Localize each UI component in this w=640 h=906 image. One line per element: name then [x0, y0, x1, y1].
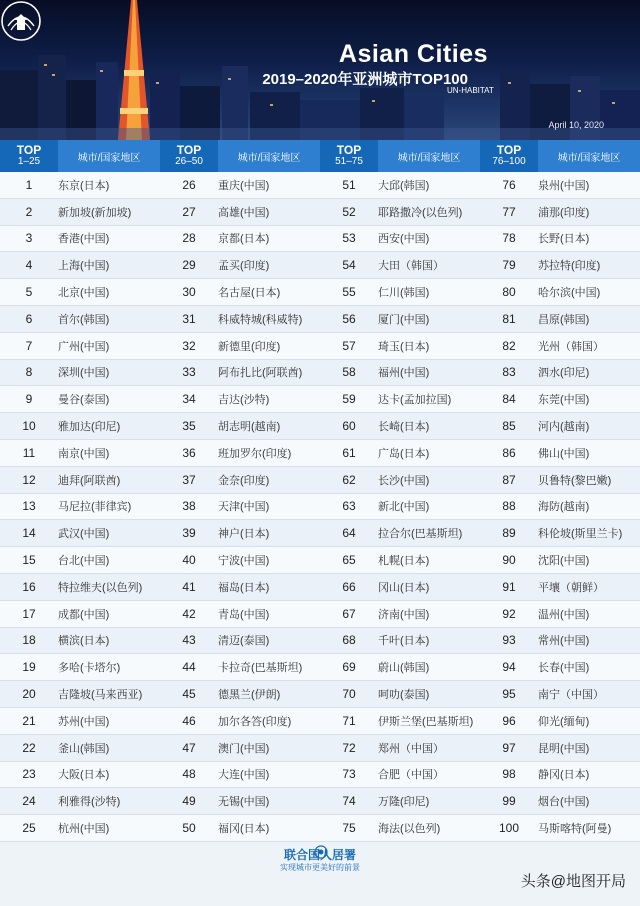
city-cell: 琦玉(日本)	[378, 340, 430, 353]
watermark: 头条@地图开局	[520, 873, 626, 890]
city-cell: 台北(中国)	[58, 555, 110, 568]
rank-cell: 47	[182, 740, 196, 755]
rank-cell: 1	[25, 177, 33, 192]
city-cell: 千叶(日本)	[378, 635, 430, 648]
rank-cell: 70	[342, 687, 356, 702]
table-row	[0, 252, 640, 279]
rank-cell: 42	[182, 606, 196, 621]
rank-cell: 58	[342, 365, 356, 380]
rank-cell: 48	[182, 767, 196, 782]
city-cell: 阿布扎比(阿联酋)	[218, 367, 303, 380]
rank-cell: 8	[25, 365, 33, 380]
rank-cell: 73	[342, 767, 356, 782]
city-cell: 仰光(缅甸)	[538, 715, 590, 728]
rank-cell: 85	[502, 419, 516, 434]
un-habitat-logo-icon	[0, 0, 42, 42]
city-cell: 哈尔滨(中国)	[538, 287, 601, 300]
city-cell: 郑州（中国）	[378, 742, 444, 755]
city-cell: 东莞(中国)	[538, 394, 590, 407]
rank-cell: 96	[502, 713, 516, 728]
rank-cell: 54	[342, 258, 356, 273]
rank-cell: 97	[502, 740, 516, 755]
rank-header-2	[160, 140, 218, 172]
city-cell: 曼谷(泰国)	[58, 394, 110, 407]
city-cell: 迪拜(阿联酋)	[58, 474, 121, 487]
publication-date: April 10, 2020	[548, 120, 604, 130]
city-cell: 长沙(中国)	[378, 474, 430, 487]
rank-cell: 11	[22, 445, 36, 460]
city-cell: 香港(中国)	[58, 233, 110, 246]
city-cell: 胡志明(越南)	[218, 421, 281, 434]
rank-cell: 19	[22, 660, 36, 675]
table-row	[0, 788, 640, 815]
rank-cell: 20	[22, 687, 36, 702]
rank-cell: 98	[502, 767, 516, 782]
city-cell: 广岛(日本)	[378, 447, 430, 460]
city-cell: 北京(中国)	[58, 287, 110, 300]
city-cell: 清迈(泰国)	[218, 635, 270, 648]
rank-header-range: 51–75	[335, 156, 363, 167]
rank-cell: 95	[502, 687, 516, 702]
city-cell: 静冈(日本)	[538, 769, 590, 782]
city-cell: 南京(中国)	[58, 447, 110, 460]
city-cell: 佛山(中国)	[538, 447, 590, 460]
rank-cell: 27	[182, 204, 196, 219]
city-cell: 烟台(中国)	[538, 796, 590, 809]
city-cell: 大连(中国)	[218, 769, 270, 782]
table-row	[0, 199, 640, 226]
table-row	[0, 815, 640, 842]
city-cell: 苏拉特(印度)	[538, 260, 601, 273]
rank-header-range: 76–100	[492, 156, 526, 167]
city-cell: 武汉(中国)	[58, 528, 110, 541]
rank-cell: 31	[182, 311, 196, 326]
city-cell: 冈山(日本)	[378, 581, 430, 594]
city-cell: 伊斯兰堡(巴基斯坦)	[378, 715, 474, 728]
city-cell: 新德里(印度)	[218, 340, 281, 353]
city-cell: 孟买(印度)	[218, 260, 270, 273]
footer-slogan: 实现城市更美好的前景	[280, 863, 360, 872]
rank-cell: 45	[182, 687, 196, 702]
table-row	[0, 762, 640, 789]
rank-cell: 72	[342, 740, 356, 755]
city-cell: 金奈(印度)	[218, 474, 270, 487]
rank-cell: 82	[502, 338, 516, 353]
city-cell: 马尼拉(菲律宾)	[58, 501, 132, 514]
rank-cell: 39	[182, 526, 196, 541]
city-cell: 加尔各答(印度)	[218, 715, 292, 728]
city-cell: 新加坡(新加坡)	[58, 206, 132, 219]
rank-cell: 25	[22, 821, 36, 836]
table-row	[0, 306, 640, 333]
city-header-3: 城市/国家地区	[378, 140, 480, 172]
city-cell: 常州(中国)	[538, 635, 590, 648]
city-cell: 海法(以色列)	[378, 823, 441, 836]
rank-cell: 79	[502, 258, 516, 273]
table-header	[0, 140, 640, 172]
rank-cell: 75	[342, 821, 356, 836]
city-cell: 拉合尔(巴基斯坦)	[378, 528, 463, 541]
city-cell: 昌原(韩国)	[538, 313, 590, 326]
table-row	[0, 628, 640, 655]
rank-cell: 43	[182, 633, 196, 648]
rank-cell: 50	[182, 821, 196, 836]
city-cell: 上海(中国)	[58, 260, 110, 273]
table-row	[0, 172, 640, 199]
city-cell: 合肥（中国）	[378, 769, 444, 782]
city-cell: 温州(中国)	[538, 608, 590, 621]
table-row	[0, 226, 640, 253]
city-cell: 特拉维夫(以色列)	[58, 581, 143, 594]
city-cell: 科威特城(科威特)	[218, 313, 303, 326]
table-row	[0, 386, 640, 413]
rank-cell: 7	[25, 338, 33, 353]
rank-cell: 65	[342, 553, 356, 568]
header-banner	[0, 0, 640, 140]
city-cell: 宁波(中国)	[218, 555, 270, 568]
rank-cell: 76	[502, 177, 516, 192]
rank-cell: 36	[182, 445, 196, 460]
table-row	[0, 494, 640, 521]
city-cell: 首尔(韩国)	[58, 313, 110, 326]
rank-cell: 37	[182, 472, 196, 487]
rank-cell: 64	[342, 526, 356, 541]
city-cell: 名古屋(日本)	[218, 287, 281, 300]
table-row	[0, 654, 640, 681]
rank-header-range: 26–50	[175, 156, 203, 167]
rank-cell: 16	[22, 579, 36, 594]
city-cell: 西安(中国)	[378, 233, 430, 246]
rank-cell: 89	[502, 526, 516, 541]
city-cell: 澳门(中国)	[218, 742, 270, 755]
rank-cell: 53	[342, 231, 356, 246]
city-cell: 广州(中国)	[58, 340, 110, 353]
table-row	[0, 360, 640, 387]
rank-cell: 22	[22, 740, 36, 755]
rank-cell: 34	[182, 392, 196, 407]
city-cell: 长崎(日本)	[378, 421, 430, 434]
city-cell: 札幌(日本)	[378, 555, 430, 568]
rank-cell: 33	[182, 365, 196, 380]
footer-org-name: 联合国人居署	[283, 848, 356, 862]
rank-cell: 6	[25, 311, 33, 326]
rank-cell: 49	[182, 794, 196, 809]
city-cell: 天津(中国)	[218, 501, 270, 514]
city-cell: 长野(日本)	[538, 233, 590, 246]
rank-header-label: TOP	[16, 143, 42, 157]
rank-cell: 29	[182, 258, 196, 273]
rank-cell: 44	[182, 660, 196, 675]
rank-cell: 26	[182, 177, 196, 192]
rank-cell: 24	[22, 794, 36, 809]
table-row	[0, 440, 640, 467]
rank-cell: 69	[342, 660, 356, 675]
city-cell: 贝鲁特(黎巴嫩)	[538, 474, 612, 487]
city-cell: 科伦坡(斯里兰卡)	[538, 528, 623, 541]
rank-cell: 10	[22, 419, 36, 434]
rank-cell: 100	[498, 821, 520, 836]
city-cell: 厦门(中国)	[378, 313, 430, 326]
city-cell: 河内(越南)	[538, 421, 590, 434]
city-cell: 福冈(日本)	[218, 823, 270, 836]
table-row	[0, 708, 640, 735]
rank-cell: 86	[502, 445, 516, 460]
table-row	[0, 333, 640, 360]
rank-header-range: 1–25	[17, 156, 41, 167]
city-cell: 德黑兰(伊朗)	[218, 689, 281, 702]
logo-text: UN-HABITAT	[447, 86, 494, 95]
city-cell: 呵叻(泰国)	[378, 689, 430, 702]
rank-cell: 57	[342, 338, 356, 353]
city-cell: 成都(中国)	[58, 608, 110, 621]
table-row	[0, 547, 640, 574]
city-cell: 高雄(中国)	[218, 206, 270, 219]
city-cell: 东京(日本)	[58, 179, 110, 192]
city-header-2: 城市/国家地区	[218, 140, 320, 172]
rank-cell: 46	[182, 713, 196, 728]
table-row	[0, 413, 640, 440]
city-cell: 釜山(韩国)	[58, 742, 110, 755]
table-row	[0, 601, 640, 628]
rank-cell: 63	[342, 499, 356, 514]
rank-cell: 77	[502, 204, 516, 219]
rank-header-4	[480, 140, 538, 172]
city-cell: 京都(日本)	[218, 233, 270, 246]
city-cell: 青岛(中国)	[218, 608, 270, 621]
city-cell: 仁川(韩国)	[378, 287, 430, 300]
rank-header-label: TOP	[336, 143, 362, 157]
rank-cell: 17	[22, 606, 36, 621]
city-cell: 海防(越南)	[538, 501, 590, 514]
rank-cell: 84	[502, 392, 516, 407]
rank-cell: 83	[502, 365, 516, 380]
city-cell: 蔚山(韩国)	[378, 662, 430, 675]
rank-cell: 74	[342, 794, 356, 809]
city-cell: 万隆(印尼)	[378, 796, 430, 809]
rank-cell: 91	[502, 579, 516, 594]
table-body	[0, 172, 640, 842]
city-cell: 长春(中国)	[538, 662, 590, 675]
city-cell: 马斯喀特(阿曼)	[538, 823, 612, 836]
city-cell: 南宁（中国）	[538, 689, 604, 702]
rank-cell: 60	[342, 419, 356, 434]
rank-cell: 35	[182, 419, 196, 434]
rank-cell: 66	[342, 579, 356, 594]
rank-cell: 32	[182, 338, 196, 353]
city-cell: 大阪(日本)	[58, 769, 110, 782]
city-cell: 大田（韩国）	[378, 260, 444, 273]
city-cell: 光州（韩国）	[538, 340, 604, 353]
rank-cell: 78	[502, 231, 516, 246]
city-cell: 多哈(卡塔尔)	[58, 662, 121, 675]
rank-cell: 5	[25, 285, 33, 300]
city-cell: 福岛(日本)	[218, 581, 270, 594]
city-cell: 耶路撒冷(以色列)	[378, 206, 463, 219]
rank-cell: 38	[182, 499, 196, 514]
city-cell: 利雅得(沙特)	[58, 796, 121, 809]
city-cell: 福州(中国)	[378, 367, 430, 380]
rank-cell: 93	[502, 633, 516, 648]
city-cell: 深圳(中国)	[58, 367, 110, 380]
rank-cell: 56	[342, 311, 356, 326]
city-cell: 吉达(沙特)	[218, 394, 270, 407]
rank-cell: 15	[22, 553, 36, 568]
rank-cell: 94	[502, 660, 516, 675]
rank-cell: 68	[342, 633, 356, 648]
city-cell: 苏州(中国)	[58, 715, 110, 728]
city-cell: 班加罗尔(印度)	[218, 447, 292, 460]
rank-cell: 87	[502, 472, 516, 487]
city-cell: 泗水(印尼)	[538, 367, 590, 380]
rank-cell: 88	[502, 499, 516, 514]
rank-cell: 13	[22, 499, 36, 514]
rank-cell: 92	[502, 606, 516, 621]
table-row	[0, 735, 640, 762]
city-cell: 雅加达(印尼)	[58, 421, 121, 434]
rank-cell: 67	[342, 606, 356, 621]
rank-cell: 51	[342, 177, 356, 192]
rank-cell: 81	[502, 311, 516, 326]
rank-cell: 12	[22, 472, 36, 487]
table-row	[0, 467, 640, 494]
rank-cell: 14	[22, 526, 36, 541]
rank-cell: 99	[502, 794, 516, 809]
rank-cell: 9	[25, 392, 33, 407]
rank-cell: 41	[182, 579, 196, 594]
table-row	[0, 681, 640, 708]
rank-header-1	[0, 140, 58, 172]
rank-cell: 23	[22, 767, 36, 782]
rank-cell: 55	[342, 285, 356, 300]
rank-cell: 59	[342, 392, 356, 407]
rank-cell: 3	[25, 231, 33, 246]
rank-cell: 71	[342, 713, 356, 728]
city-cell: 无锡(中国)	[218, 796, 270, 809]
city-cell: 浦那(印度)	[538, 206, 590, 219]
city-cell: 卡拉奇(巴基斯坦)	[218, 662, 303, 675]
rank-header-label: TOP	[496, 143, 522, 157]
city-cell: 吉隆坡(马来西亚)	[58, 689, 143, 702]
rank-cell: 80	[502, 285, 516, 300]
city-header-4: 城市/国家地区	[538, 140, 640, 172]
city-ranking-table	[0, 140, 640, 842]
city-header-1: 城市/国家地区	[58, 140, 160, 172]
city-cell: 泉州(中国)	[538, 179, 590, 192]
rank-header-3	[320, 140, 378, 172]
page-subtitle: 2019–2020年亚洲城市TOP100	[262, 71, 468, 88]
city-cell: 昆明(中国)	[538, 742, 590, 755]
rank-cell: 40	[182, 553, 196, 568]
rank-header-label: TOP	[176, 143, 202, 157]
rank-cell: 90	[502, 553, 516, 568]
page-title: Asian Cities	[338, 40, 488, 68]
rank-cell: 4	[25, 258, 33, 273]
rank-cell: 28	[182, 231, 196, 246]
city-cell: 新北(中国)	[378, 501, 430, 514]
city-cell: 济南(中国)	[378, 608, 430, 621]
city-cell: 大邱(韩国)	[378, 179, 430, 192]
table-row	[0, 279, 640, 306]
table-row	[0, 520, 640, 547]
city-cell: 达卡(孟加拉国)	[378, 394, 452, 407]
rank-cell: 2	[25, 204, 33, 219]
city-cell: 横滨(日本)	[58, 635, 110, 648]
city-cell: 杭州(中国)	[58, 823, 110, 836]
city-cell: 沈阳(中国)	[538, 555, 590, 568]
rank-cell: 21	[22, 713, 36, 728]
rank-cell: 52	[342, 204, 356, 219]
table-row	[0, 574, 640, 601]
rank-cell: 30	[182, 285, 196, 300]
city-cell: 重庆(中国)	[218, 179, 270, 192]
rank-cell: 62	[342, 472, 356, 487]
city-cell: 神户(日本)	[218, 528, 270, 541]
city-cell: 平壤（朝鲜）	[538, 581, 604, 594]
rank-cell: 61	[342, 445, 356, 460]
rank-cell: 18	[22, 633, 36, 648]
